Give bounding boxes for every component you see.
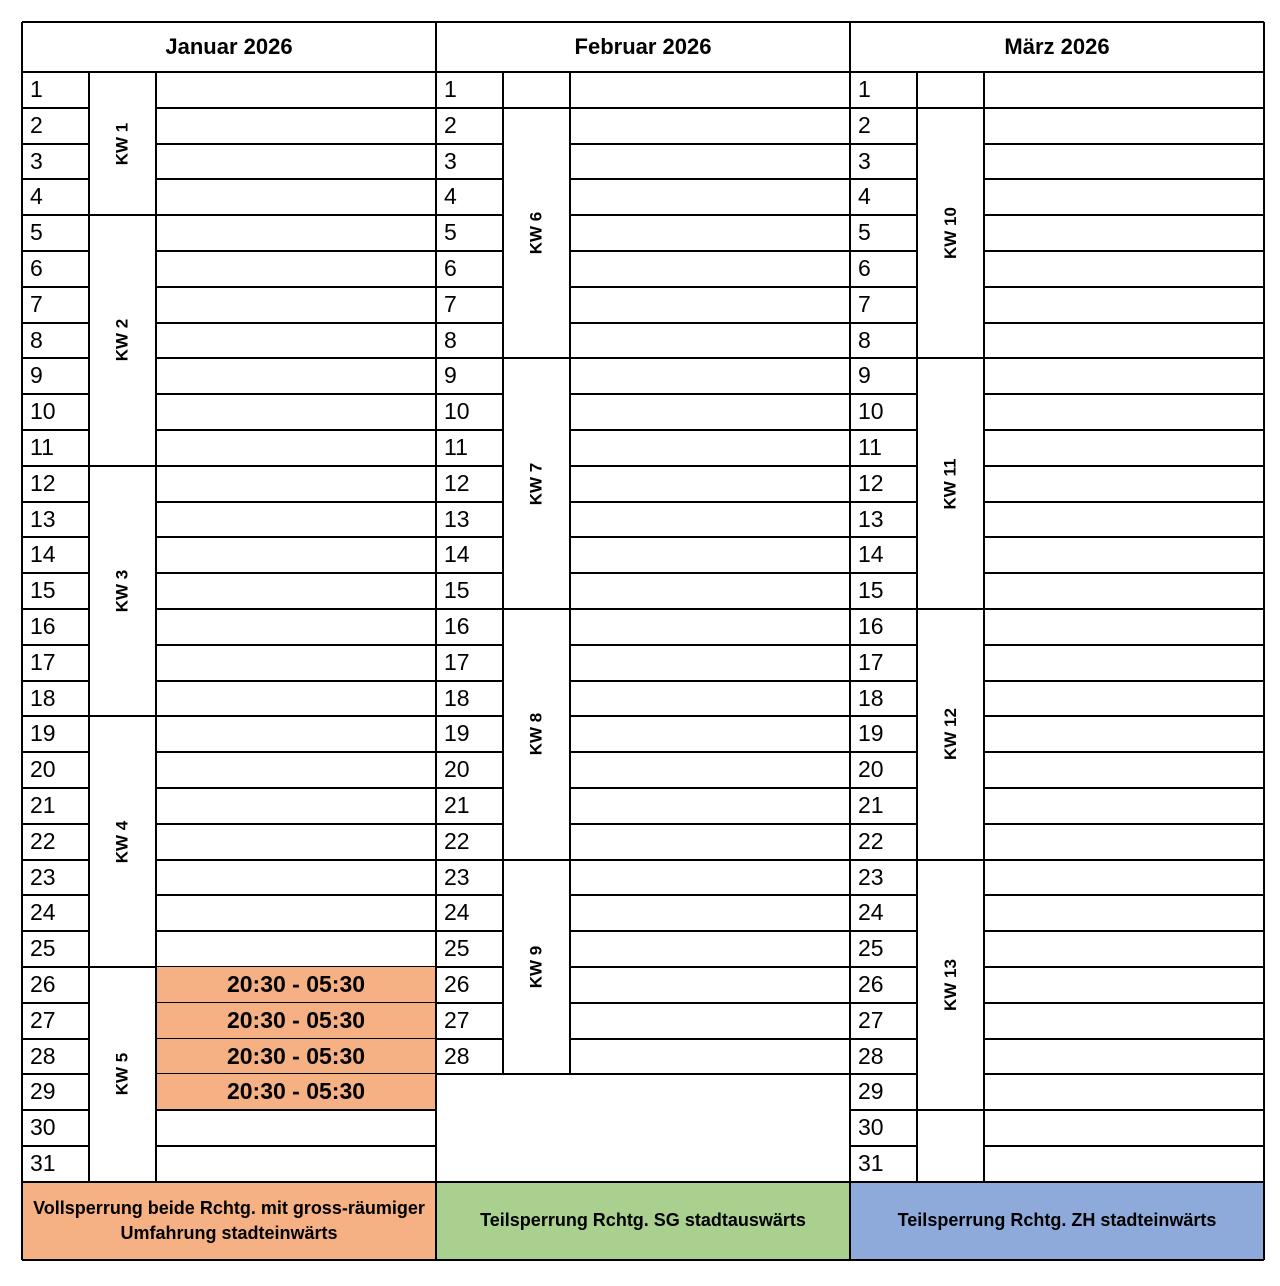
week-label	[503, 358, 570, 609]
day-number: 19	[30, 720, 56, 747]
day-number: 3	[30, 147, 43, 174]
grid-vline	[983, 72, 985, 1182]
day-number: 7	[858, 290, 871, 317]
day-number: 15	[858, 577, 884, 604]
day-number: 22	[30, 827, 56, 854]
month-header: Januar 2026	[165, 34, 293, 59]
month-divider	[21, 22, 23, 1260]
day-entry	[156, 645, 436, 681]
legend-item: Teilsperrung Rchtg. ZH stadteinwärts	[850, 1182, 1264, 1260]
week-label	[89, 466, 156, 717]
day-entry	[156, 824, 436, 860]
day-number: 11	[858, 434, 882, 460]
day-entry	[984, 108, 1264, 144]
day-number: 10	[444, 398, 470, 425]
day-number: 14	[30, 541, 56, 568]
day-entry	[570, 287, 850, 323]
day-number: 31	[30, 1150, 56, 1176]
day-entry	[570, 358, 850, 394]
day-entry	[570, 967, 850, 1003]
frame-bottom	[22, 1259, 1264, 1261]
day-number: 21	[444, 792, 470, 818]
day-number: 13	[858, 505, 884, 532]
day-entry	[156, 1110, 436, 1146]
day-entry	[156, 716, 436, 752]
day-number: 9	[30, 362, 43, 389]
frame-top	[22, 21, 1264, 23]
day-entry	[984, 716, 1264, 752]
week-label	[917, 609, 984, 860]
day-number: 5	[858, 219, 871, 246]
day-entry	[984, 931, 1264, 967]
day-number: 29	[30, 1078, 56, 1105]
day-entry	[984, 895, 1264, 931]
day-number: 26	[444, 971, 470, 997]
day-entry	[570, 108, 850, 144]
day-number: 3	[858, 147, 871, 174]
day-entry	[570, 860, 850, 896]
week-label-text: KW 12	[940, 708, 960, 761]
day-number: 4	[858, 183, 871, 210]
day-number: 1	[444, 76, 457, 102]
day-number: 13	[444, 505, 470, 532]
day-number: 21	[858, 792, 884, 818]
day-entry	[156, 215, 436, 251]
day-entry	[570, 681, 850, 717]
day-entry	[984, 573, 1264, 609]
day-entry	[570, 1039, 850, 1075]
day-number: 6	[444, 255, 457, 281]
day-number: 15	[30, 577, 56, 604]
day-entry	[984, 394, 1264, 430]
day-number: 20	[444, 756, 470, 783]
day-number: 31	[858, 1150, 884, 1176]
legend-item: Vollsperrung beide Rchtg. mit gross-räumiger Umfahrung stadteinwärts	[22, 1182, 436, 1260]
day-number: 3	[444, 147, 457, 174]
grid-vline	[88, 72, 90, 1182]
day-entry	[984, 860, 1264, 896]
day-number: 1	[30, 76, 43, 102]
day-entry	[570, 466, 850, 502]
day-entry	[156, 752, 436, 788]
month-divider	[435, 22, 437, 1260]
day-number: 29	[858, 1078, 884, 1105]
day-number: 5	[30, 219, 43, 246]
day-number: 30	[30, 1114, 56, 1141]
day-entry	[984, 1039, 1264, 1075]
day-entry	[570, 895, 850, 931]
day-entry	[156, 144, 436, 180]
day-entry	[156, 1146, 436, 1182]
day-number: 18	[30, 684, 56, 711]
week-label	[503, 72, 570, 108]
day-number: 18	[444, 684, 470, 711]
day-number: 28	[30, 1042, 56, 1069]
week-label	[503, 860, 570, 1075]
day-number: 7	[30, 290, 43, 317]
day-entry	[156, 287, 436, 323]
day-entry	[156, 609, 436, 645]
day-entry: 20:30 - 05:30	[156, 1039, 436, 1075]
day-entry	[984, 502, 1264, 538]
day-number: 23	[858, 863, 884, 890]
month-divider	[849, 22, 851, 1260]
grid-vline	[569, 72, 571, 1074]
day-entry	[570, 537, 850, 573]
header-line	[22, 71, 1264, 73]
grid-vline	[502, 72, 504, 1074]
day-number: 23	[444, 863, 470, 890]
day-entry	[984, 1146, 1264, 1182]
day-entry	[570, 931, 850, 967]
day-entry	[984, 179, 1264, 215]
day-number: 15	[444, 577, 470, 604]
week-label	[89, 716, 156, 967]
day-number: 5	[444, 219, 457, 246]
day-number: 13	[30, 505, 56, 532]
week-label	[917, 358, 984, 609]
day-number: 2	[444, 111, 457, 138]
day-entry	[984, 215, 1264, 251]
day-number: 11	[30, 434, 54, 460]
day-entry	[156, 430, 436, 466]
day-number: 6	[30, 255, 43, 281]
week-label-text: KW 11	[940, 458, 960, 510]
day-number: 27	[444, 1006, 470, 1033]
day-number: 4	[30, 183, 43, 210]
day-entry	[984, 788, 1264, 824]
day-number: 17	[858, 648, 884, 675]
day-entry	[156, 251, 436, 287]
grid-vline	[155, 72, 157, 1182]
day-entry	[570, 1003, 850, 1039]
week-label	[89, 967, 156, 1182]
day-number: 14	[858, 541, 884, 568]
day-entry	[984, 323, 1264, 359]
week-label-text: KW 13	[940, 958, 960, 1011]
legend-top-line	[22, 1181, 1264, 1183]
day-number: 7	[444, 290, 457, 317]
day-entry	[156, 573, 436, 609]
day-entry	[984, 72, 1264, 108]
day-number: 22	[858, 827, 884, 854]
day-entry	[156, 108, 436, 144]
day-number: 24	[858, 899, 884, 926]
day-number: 20	[858, 756, 884, 783]
day-entry	[570, 323, 850, 359]
week-label-text: KW 6	[526, 211, 546, 255]
legend-item: Teilsperrung Rchtg. SG stadtauswärts	[436, 1182, 850, 1260]
day-number: 2	[858, 111, 871, 138]
day-number: 12	[444, 469, 470, 496]
day-number: 17	[30, 648, 56, 675]
day-entry	[570, 645, 850, 681]
day-entry	[570, 788, 850, 824]
day-number: 19	[858, 720, 884, 747]
week-label-text: KW 5	[112, 1053, 132, 1096]
day-entry	[984, 681, 1264, 717]
day-entry	[570, 573, 850, 609]
day-number: 25	[30, 935, 56, 962]
day-entry	[156, 681, 436, 717]
day-entry	[984, 1110, 1264, 1146]
day-number: 22	[444, 827, 470, 854]
day-entry	[984, 251, 1264, 287]
week-label-text: KW 3	[112, 569, 132, 613]
day-entry	[984, 752, 1264, 788]
day-number: 28	[858, 1042, 884, 1069]
day-entry	[984, 537, 1264, 573]
week-label-text: KW 4	[112, 820, 132, 863]
day-number: 1	[858, 76, 871, 102]
week-label	[503, 108, 570, 359]
day-entry	[156, 323, 436, 359]
day-number: 18	[858, 684, 884, 711]
day-entry	[984, 358, 1264, 394]
day-number: 24	[30, 899, 56, 926]
week-label	[503, 609, 570, 860]
day-number: 10	[30, 398, 56, 425]
week-label-text: KW 1	[112, 122, 132, 165]
day-number: 14	[444, 541, 470, 568]
day-number: 12	[30, 469, 56, 496]
day-entry	[984, 1074, 1264, 1110]
week-label	[917, 860, 984, 1111]
day-number: 9	[444, 362, 457, 389]
day-number: 8	[858, 326, 871, 353]
day-number: 19	[444, 720, 470, 747]
day-entry: 20:30 - 05:30	[156, 1074, 436, 1110]
day-entry	[156, 860, 436, 896]
month-header: Februar 2026	[574, 34, 712, 59]
day-entry	[984, 430, 1264, 466]
day-number: 11	[444, 434, 468, 460]
day-entry	[156, 358, 436, 394]
day-number: 4	[444, 183, 457, 210]
month-divider	[1263, 22, 1265, 1260]
day-entry	[984, 144, 1264, 180]
day-entry	[984, 967, 1264, 1003]
day-entry: 20:30 - 05:30	[156, 1003, 436, 1039]
day-number: 6	[858, 255, 871, 281]
week-label	[89, 72, 156, 215]
day-entry: 20:30 - 05:30	[156, 967, 436, 1003]
day-number: 25	[858, 935, 884, 962]
day-entry	[156, 502, 436, 538]
day-entry	[984, 824, 1264, 860]
day-entry	[570, 179, 850, 215]
day-entry	[570, 72, 850, 108]
day-number: 12	[858, 469, 884, 496]
day-number: 16	[858, 613, 884, 639]
week-label-text: KW 9	[526, 945, 546, 989]
day-entry	[984, 1003, 1264, 1039]
day-number: 9	[858, 362, 871, 389]
day-number: 27	[858, 1006, 884, 1033]
day-number: 17	[444, 648, 470, 675]
day-number: 27	[30, 1006, 56, 1033]
day-entry	[570, 251, 850, 287]
day-entry	[570, 144, 850, 180]
week-label-text: KW 10	[940, 207, 960, 260]
week-label-text: KW 2	[112, 319, 132, 362]
day-number: 8	[444, 326, 457, 353]
week-label-text: KW 8	[526, 713, 546, 756]
calendar-table	[22, 22, 1264, 1260]
day-entry	[570, 394, 850, 430]
day-entry	[570, 752, 850, 788]
day-number: 23	[30, 863, 56, 890]
week-label	[917, 72, 984, 108]
week-label-text: KW 7	[526, 462, 546, 505]
day-entry	[570, 430, 850, 466]
day-number: 24	[444, 899, 470, 926]
day-entry	[156, 72, 436, 108]
day-entry	[156, 394, 436, 430]
day-number: 20	[30, 756, 56, 783]
day-number: 10	[858, 398, 884, 425]
week-label	[89, 215, 156, 466]
month-end-line	[436, 1073, 850, 1075]
day-number: 8	[30, 326, 43, 353]
day-entry	[156, 788, 436, 824]
day-entry	[984, 645, 1264, 681]
day-entry	[156, 466, 436, 502]
day-number: 25	[444, 935, 470, 962]
day-number: 26	[30, 971, 56, 997]
day-entry	[570, 502, 850, 538]
day-entry	[156, 179, 436, 215]
day-entry	[570, 215, 850, 251]
grid-vline	[916, 72, 918, 1182]
day-entry	[570, 824, 850, 860]
day-entry	[570, 609, 850, 645]
day-number: 16	[444, 613, 470, 639]
day-entry	[156, 537, 436, 573]
day-number: 26	[858, 971, 884, 997]
day-entry	[156, 931, 436, 967]
day-number: 16	[30, 613, 56, 639]
week-label	[917, 1110, 984, 1182]
day-entry	[570, 716, 850, 752]
day-number: 2	[30, 111, 43, 138]
week-label	[917, 108, 984, 359]
day-entry	[984, 466, 1264, 502]
day-number: 28	[444, 1042, 470, 1069]
day-number: 30	[858, 1114, 884, 1141]
month-header: März 2026	[1004, 34, 1110, 59]
day-entry	[156, 895, 436, 931]
day-number: 21	[30, 792, 56, 818]
day-entry	[984, 609, 1264, 645]
day-entry	[984, 287, 1264, 323]
